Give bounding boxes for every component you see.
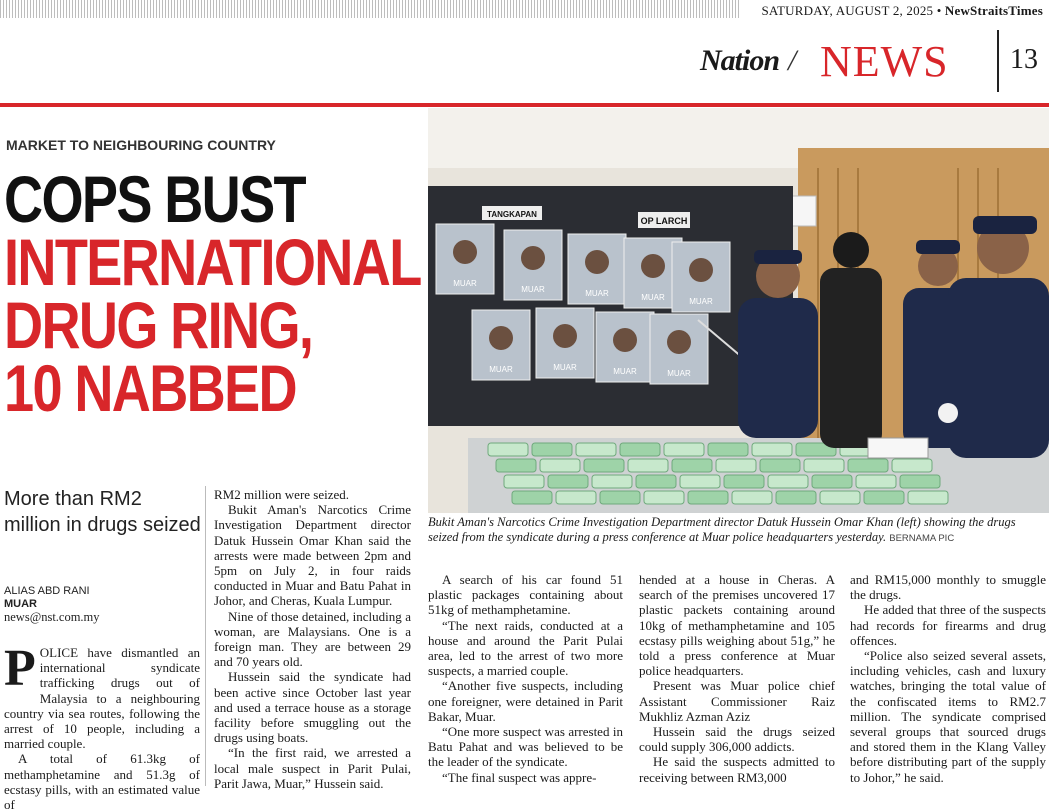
news-photo <box>428 108 1049 513</box>
paragraph: Hussein said the drugs seized could supply 306,000 addicts. <box>639 724 835 755</box>
drug-packet <box>732 491 772 504</box>
paragraph: and RM15,000 monthly to smuggle the drugs. <box>850 572 1046 603</box>
section-slash: / <box>788 44 797 77</box>
mugshot-face <box>613 328 637 352</box>
drug-packet <box>672 459 712 472</box>
drug-packet <box>556 491 596 504</box>
dateline: SATURDAY, AUGUST 2, 2025 • NewStraitsTimes <box>761 3 1043 18</box>
subheadline: More than RM2 million in drugs seized <box>4 488 201 536</box>
mugshot-face <box>553 324 577 348</box>
paragraph: Bukit Aman's Narcotics Crime Investigation Department director Datuk Hussein Omar Khan said the arrests were made between 2pm and 5pm on July 2, in four raids conducted in Muar and Batu Pahat in Johor, and Cheras, Kuala Lumpur. <box>214 502 411 609</box>
drug-packet <box>540 459 580 472</box>
mugshot-label: MUAR <box>613 367 637 376</box>
paragraph: hended at a house in Cheras. A search of the premises uncovered 17 plastic packets containing around 10kg of methamphetamine and 105 ecstasy pills weighing about 51g,” he told a press conference at Muar police headquarters. <box>639 572 835 679</box>
section-rule <box>0 103 1049 107</box>
drug-packet <box>664 443 704 456</box>
drug-packet <box>584 459 624 472</box>
headline <box>4 162 420 425</box>
drug-packet <box>628 459 668 472</box>
drop-cap: P <box>4 640 36 697</box>
drug-packet <box>768 475 808 488</box>
drug-packet <box>532 443 572 456</box>
author-email[interactable]: news@nst.com.my <box>4 610 100 624</box>
drug-packet <box>488 443 528 456</box>
issue-date: SATURDAY, AUGUST 2, 2025 <box>761 3 934 18</box>
drug-packet <box>592 475 632 488</box>
drug-packet <box>900 475 940 488</box>
drug-packet <box>548 475 588 488</box>
dateline-location: MUAR <box>4 598 37 610</box>
paragraph: Nine of those detained, including a woman, are Malaysians. One is a foreign man. They are between 29 and 70 years old. <box>214 608 411 670</box>
drug-packet <box>600 491 640 504</box>
drug-packet <box>512 491 552 504</box>
caption-text: Bukit Aman's Narcotics Crime Investigation Department director Datuk Hussein Omar Khan (left) showing the drugs seized from the syndicate during a press conference at Muar police headquarters yesterday. <box>428 515 1016 544</box>
paragraph: “Another five suspects, including one foreigner, were detained in Parit Bakar, Muar. <box>428 678 623 724</box>
paragraph: A total of 61.3kg of methamphetamine and 51.3g of ecstasy pills, with an estimated value of <box>4 751 200 812</box>
paragraph: He said the suspects admitted to receiving between RM3,000 <box>639 754 835 785</box>
drug-packet <box>856 475 896 488</box>
drug-packet <box>820 491 860 504</box>
mugshot-face <box>667 330 691 354</box>
byline <box>4 585 100 624</box>
mugshot-face <box>585 250 609 274</box>
column-2 <box>214 487 411 791</box>
paragraph: Present was Muar police chief Assistant Commissioner Raiz Mukhliz Azman Aziz <box>639 678 835 724</box>
paragraph: RM2 million were seized. <box>214 487 350 502</box>
photo-illustration <box>428 108 1049 513</box>
paragraph: “The final suspect was appre- <box>442 769 597 785</box>
mugshot-label: MUAR <box>453 279 477 288</box>
column-4 <box>639 572 835 785</box>
board-label-center: OP LARCH <box>640 216 688 226</box>
drug-packet <box>716 459 756 472</box>
drug-packet <box>892 459 932 472</box>
drug-packet <box>576 443 616 456</box>
paragraph: “The next raids, conducted at a house and around the Parit Pulai area, led to the arrest of two more suspects, a married couple. <box>428 617 623 679</box>
photo-credit: BERNAMA PIC <box>889 533 955 544</box>
drug-packet <box>864 491 904 504</box>
drug-packet <box>776 491 816 504</box>
paragraph: POLICE have dismantled an international syndicate trafficking drugs out of Malaysia to a neighbouring country via sea routes, following the arrest of 10 people, including a married couple. <box>4 640 200 752</box>
paragraph: “In the first raid, we arrested a local male suspect in Parit Pulai, Parit Jawa, Muar,” Hussein said. <box>214 745 411 791</box>
mugshot-label: MUAR <box>585 289 609 298</box>
mugshot-label: MUAR <box>667 369 691 378</box>
drug-packet <box>908 491 948 504</box>
paragraph: “Police also seized several assets, including vehicles, cash and luxury watches, bringing the total value of the confiscated items to RM2.7 million. The syndicate comprised several groups that sourced drugs and stored them in the Klang Valley before distributing part of the supply to Johor,” he said. <box>850 648 1046 785</box>
drug-packet <box>504 475 544 488</box>
column-3 <box>428 572 623 785</box>
drug-packet <box>752 443 792 456</box>
drug-packet <box>688 491 728 504</box>
mugshot-label: MUAR <box>641 293 665 302</box>
drug-packet <box>636 475 676 488</box>
section-news: NEWS <box>820 37 949 86</box>
page-number: 13 <box>1010 44 1038 75</box>
paragraph: A search of his car found 51 plastic packages containing about 51kg of methamphetamine. <box>428 572 623 618</box>
drug-packet <box>496 459 536 472</box>
section-nation: Nation <box>700 44 780 77</box>
drug-packet <box>644 491 684 504</box>
headline-line-1: COPS BUST <box>4 162 305 236</box>
author-name: ALIAS ABD RANI <box>4 585 90 597</box>
photo-caption <box>428 515 1046 546</box>
mugshot-face <box>641 254 665 278</box>
mugshot-label: MUAR <box>689 297 713 306</box>
mugshot-label: MUAR <box>553 363 577 372</box>
masthead-hatch <box>0 0 740 18</box>
drug-packet <box>760 459 800 472</box>
paper-name: NewStraitsTimes <box>944 3 1043 18</box>
column-rule <box>205 486 206 786</box>
masthead-divider <box>997 30 999 92</box>
column-5 <box>850 572 1046 785</box>
drug-packet <box>708 443 748 456</box>
paragraph: Hussein said the syndicate had been active since October last year and used a terrace house as a storage facility before smuggling out the drugs using boats. <box>214 669 411 746</box>
mugshot-face <box>521 246 545 270</box>
drug-packet <box>620 443 660 456</box>
drug-packet <box>804 459 844 472</box>
kicker: MARKET TO NEIGHBOURING COUNTRY <box>6 137 276 153</box>
drug-packet <box>680 475 720 488</box>
mugshot-label: MUAR <box>521 285 545 294</box>
column-1 <box>4 640 200 812</box>
headline-line-2: INTERNATIONAL DRUG RING, 10 NABBED <box>4 225 420 425</box>
drug-packet <box>812 475 852 488</box>
drug-packet <box>848 459 888 472</box>
mugshot-face <box>489 326 513 350</box>
mugshot-label: MUAR <box>489 365 513 374</box>
paragraph: “One more suspect was arrested in Batu Pahat and was believed to be the leader of the syndicate. <box>428 724 623 770</box>
mugshot-face <box>453 240 477 264</box>
mugshot-face <box>689 258 713 282</box>
drug-packet <box>724 475 764 488</box>
board-label-left: TANGKAPAN <box>487 210 537 219</box>
paragraph: He added that three of the suspects had records for firearms and drug offences. <box>850 602 1046 648</box>
